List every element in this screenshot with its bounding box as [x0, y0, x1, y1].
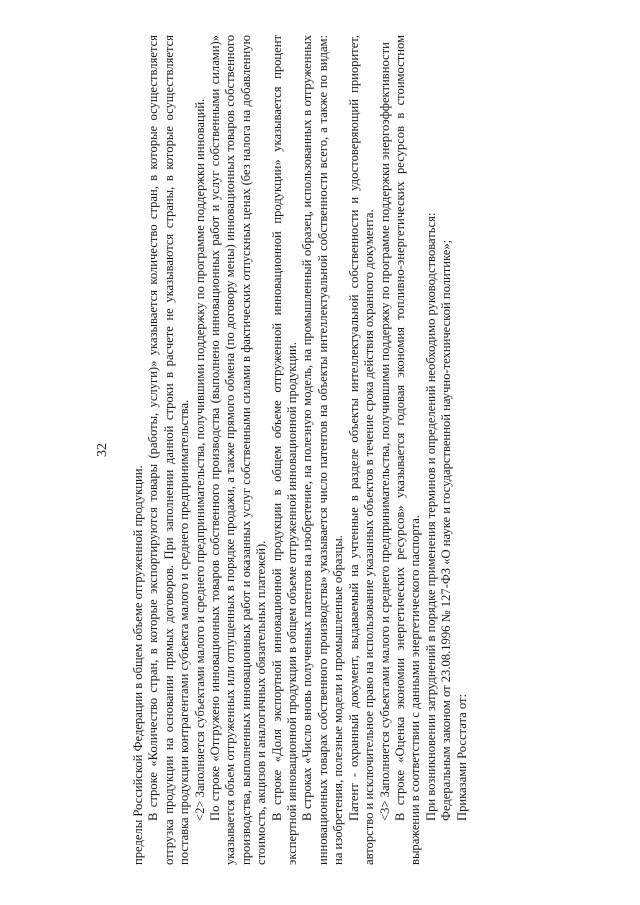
paragraph: В строке «Количество стран, в которые экспортируются товары (работы, услуги)» указывается количество стран, в которые осуществляется отгрузка продукции на основании прямых договоров. При заполнении данной строки в расчете не указываются страны, в которые осуществляется поставка продукции контрагентами субъекта малого и среднего предпринимательства. [146, 35, 192, 865]
paragraph: Приказами Росстата от: [454, 693, 469, 821]
paragraph: По строке «Отгружено инновационных товаров собственного производства (выполнено инновационных работ и услуг собственными силами)» указывается объем отгруженных или отпущенных в порядке продажи, а также прямого обмена (по договору мены) инновационных товаров собственного производства, выполненных инновационных работ и оказанных услуг собственными силами в фактических отпускных ценах (без налога на добавленную стоимость, акцизов и аналогичных обязательных платежей). [208, 35, 269, 865]
body-text [131, 35, 470, 865]
paragraph: При возникновении затруднений в порядке применения терминов и определений необходимо руководствоваться: [423, 212, 438, 821]
rotated-content [95, 35, 565, 865]
paragraph: <3> Заполняется субъектами малого и среднего предпринимательства, получившими поддержку по программе поддержки энергоэффективности [377, 42, 392, 821]
paragraph: В строках «Число вновь полученных патентов на изобретение, на полезную модель, на промышленный образец, использованных в отгруженных инновационных товарах собственного производства» указывается число патентов на объекты интеллектуальной собственности всего, а также по видам: на изобретения, полезные модели и промышленные образцы. [300, 35, 346, 865]
page-number: 32 [95, 443, 110, 457]
paragraph: <2> Заполняется субъектами малого и среднего предпринимательства, получившими поддержку по программе поддержки инноваций. [192, 98, 207, 821]
paragraph: Федеральным законом от 23.08.1996 № 127-ФЗ «О науке и государственной научно-технической политике»; [439, 239, 454, 821]
paragraph: пределы Российской Федерации в общем объеме отгруженной продукции. [131, 465, 145, 865]
paragraph: Патент - охранный документ, выдаваемый на учтенные в разделе объекты интеллектуальной собственности и удостоверяющий приоритет, авторство и исключительное право на использование указанных объектов в течение срока действия охранного документа. [346, 35, 377, 865]
paragraph: В строке «Оценка экономии энергетических ресурсов» указывается годовая экономия топливно-энергетических ресурсов в стоимостном выражении в соответствии с данными энергетического паспорта. [392, 35, 423, 865]
paragraph: В строке «Доля экспортной инновационной продукции в общем объеме отгруженной инновационной продукции» указывается процент экспертной инновационной продукции в общем объеме отгруженной инновационной продукции. [269, 35, 300, 865]
